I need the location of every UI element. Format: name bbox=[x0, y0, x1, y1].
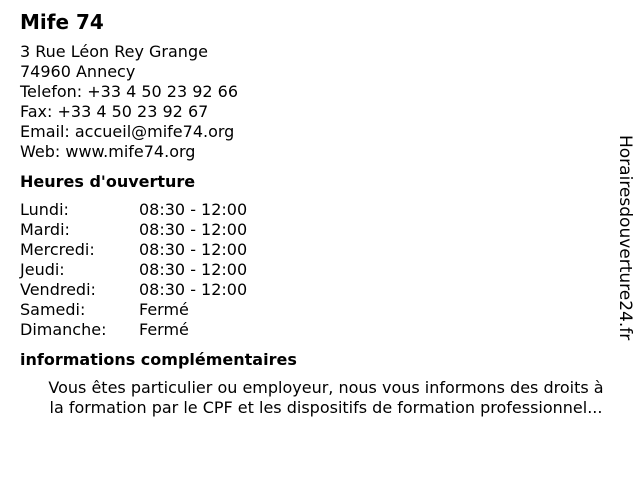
additional-info-heading: informations complémentaires bbox=[20, 350, 297, 369]
hours-row-monday bbox=[20, 200, 620, 220]
day-hours: 08:30 - 12:00 bbox=[139, 200, 248, 219]
fax-number: Fax: +33 4 50 23 92 67 bbox=[20, 102, 209, 121]
day-hours: Fermé bbox=[139, 300, 189, 319]
day-hours: 08:30 - 12:00 bbox=[139, 220, 248, 239]
hours-row-wednesday bbox=[20, 240, 620, 260]
site-watermark: Horairesdouverture24.fr bbox=[615, 135, 635, 341]
day-label: Lundi: bbox=[20, 200, 69, 219]
hours-row-tuesday bbox=[20, 220, 620, 240]
hours-row-sunday bbox=[20, 320, 620, 340]
day-label: Dimanche: bbox=[20, 320, 107, 339]
day-hours: Fermé bbox=[139, 320, 189, 339]
business-card bbox=[20, 10, 620, 418]
day-label: Vendredi: bbox=[20, 280, 96, 299]
opening-hours-table bbox=[20, 200, 620, 340]
address-street: 3 Rue Léon Rey Grange bbox=[20, 42, 208, 61]
day-label: Samedi: bbox=[20, 300, 86, 319]
info-line: la formation par le CPF et les dispositifs de formation professionnel... bbox=[49, 398, 603, 417]
day-hours: 08:30 - 12:00 bbox=[139, 260, 248, 279]
opening-hours-heading: Heures d'ouverture bbox=[20, 172, 196, 191]
website-link[interactable]: Web: www.mife74.org bbox=[20, 142, 196, 161]
hours-row-thursday bbox=[20, 260, 620, 280]
day-hours: 08:30 - 12:00 bbox=[139, 280, 248, 299]
business-name: Mife 74 bbox=[20, 10, 104, 34]
day-hours: 08:30 - 12:00 bbox=[139, 240, 248, 259]
day-label: Mercredi: bbox=[20, 240, 95, 259]
address-city: 74960 Annecy bbox=[20, 62, 136, 81]
hours-row-saturday bbox=[20, 300, 620, 320]
additional-info-text bbox=[20, 378, 632, 418]
day-label: Mardi: bbox=[20, 220, 70, 239]
day-label: Jeudi: bbox=[20, 260, 65, 279]
info-line: Vous êtes particulier ou employeur, nous vous informons des droits à bbox=[48, 378, 604, 397]
hours-row-friday bbox=[20, 280, 620, 300]
phone-number[interactable]: Telefon: +33 4 50 23 92 66 bbox=[20, 82, 239, 101]
email-address[interactable]: Email: accueil@mife74.org bbox=[20, 122, 235, 141]
